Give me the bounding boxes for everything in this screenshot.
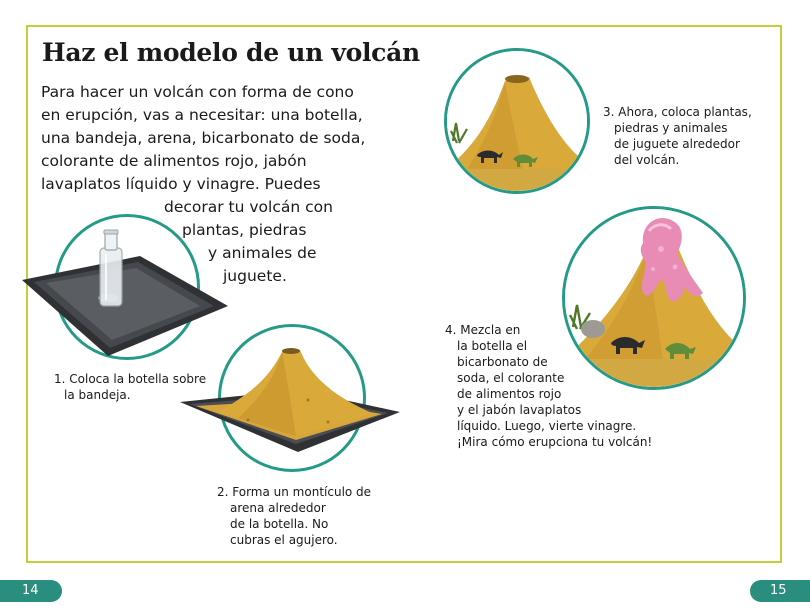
step3-line-4: del volcán. — [614, 153, 680, 167]
intro-line-2: en erupción, vas a necesitar: una botella, — [41, 106, 363, 124]
step4-line-2: la botella el — [457, 339, 528, 353]
step3-circle — [444, 48, 590, 194]
intro-line-6: decorar tu volcán con — [164, 198, 333, 216]
step4-line-1: 4. Mezcla en — [445, 323, 521, 337]
intro-line-1: Para hacer un volcán con forma de cono — [41, 83, 354, 101]
step2-line-2: arena alrededor — [230, 501, 326, 515]
step3-line-3: de juguete alrededor — [614, 137, 740, 151]
intro-line-4: colorante de alimentos rojo, jabón — [41, 152, 307, 170]
intro-line-9: juguete. — [223, 267, 287, 285]
step4-caption — [445, 322, 652, 450]
step1-line-1: 1. Coloca la botella sobre — [54, 372, 207, 386]
step2-line-4: cubras el agujero. — [230, 533, 338, 547]
step2-line-1: 2. Forma un montículo de — [217, 485, 372, 499]
step4-line-5: de alimentos rojo — [457, 387, 562, 401]
step4-line-4: soda, el colorante — [457, 371, 565, 385]
intro-line-8: y animales de — [208, 244, 317, 262]
sand-mound-tray-image — [178, 340, 406, 460]
step1-line-2: la bandeja. — [64, 388, 131, 402]
page-number-right: 15 — [750, 580, 810, 602]
page-title: Haz el modelo de un volcán — [42, 38, 420, 67]
step4-line-3: bicarbonato de — [457, 355, 548, 369]
intro-line-3: una bandeja, arena, bicarbonato de soda, — [41, 129, 366, 147]
step3-line-2: piedras y animales — [614, 121, 728, 135]
step3-caption — [603, 104, 752, 168]
intro-line-7: plantas, piedras — [182, 221, 307, 239]
step3-line-1: 3. Ahora, coloca plantas, — [603, 105, 752, 119]
volcano-with-dinosaurs-image — [447, 51, 587, 191]
step4-line-7: líquido. Luego, vierte vinagre. — [457, 419, 637, 433]
step2-caption — [217, 484, 371, 548]
step4-line-8: ¡Mira cómo erupciona tu volcán! — [457, 435, 653, 449]
step2-line-3: de la botella. No — [230, 517, 329, 531]
intro-line-5: lavaplatos líquido y vinagre. Puedes — [41, 175, 321, 193]
page-number-left: 14 — [0, 580, 62, 602]
tray-with-bottle-image — [20, 228, 240, 358]
step4-line-6: y el jabón lavaplatos — [457, 403, 582, 417]
